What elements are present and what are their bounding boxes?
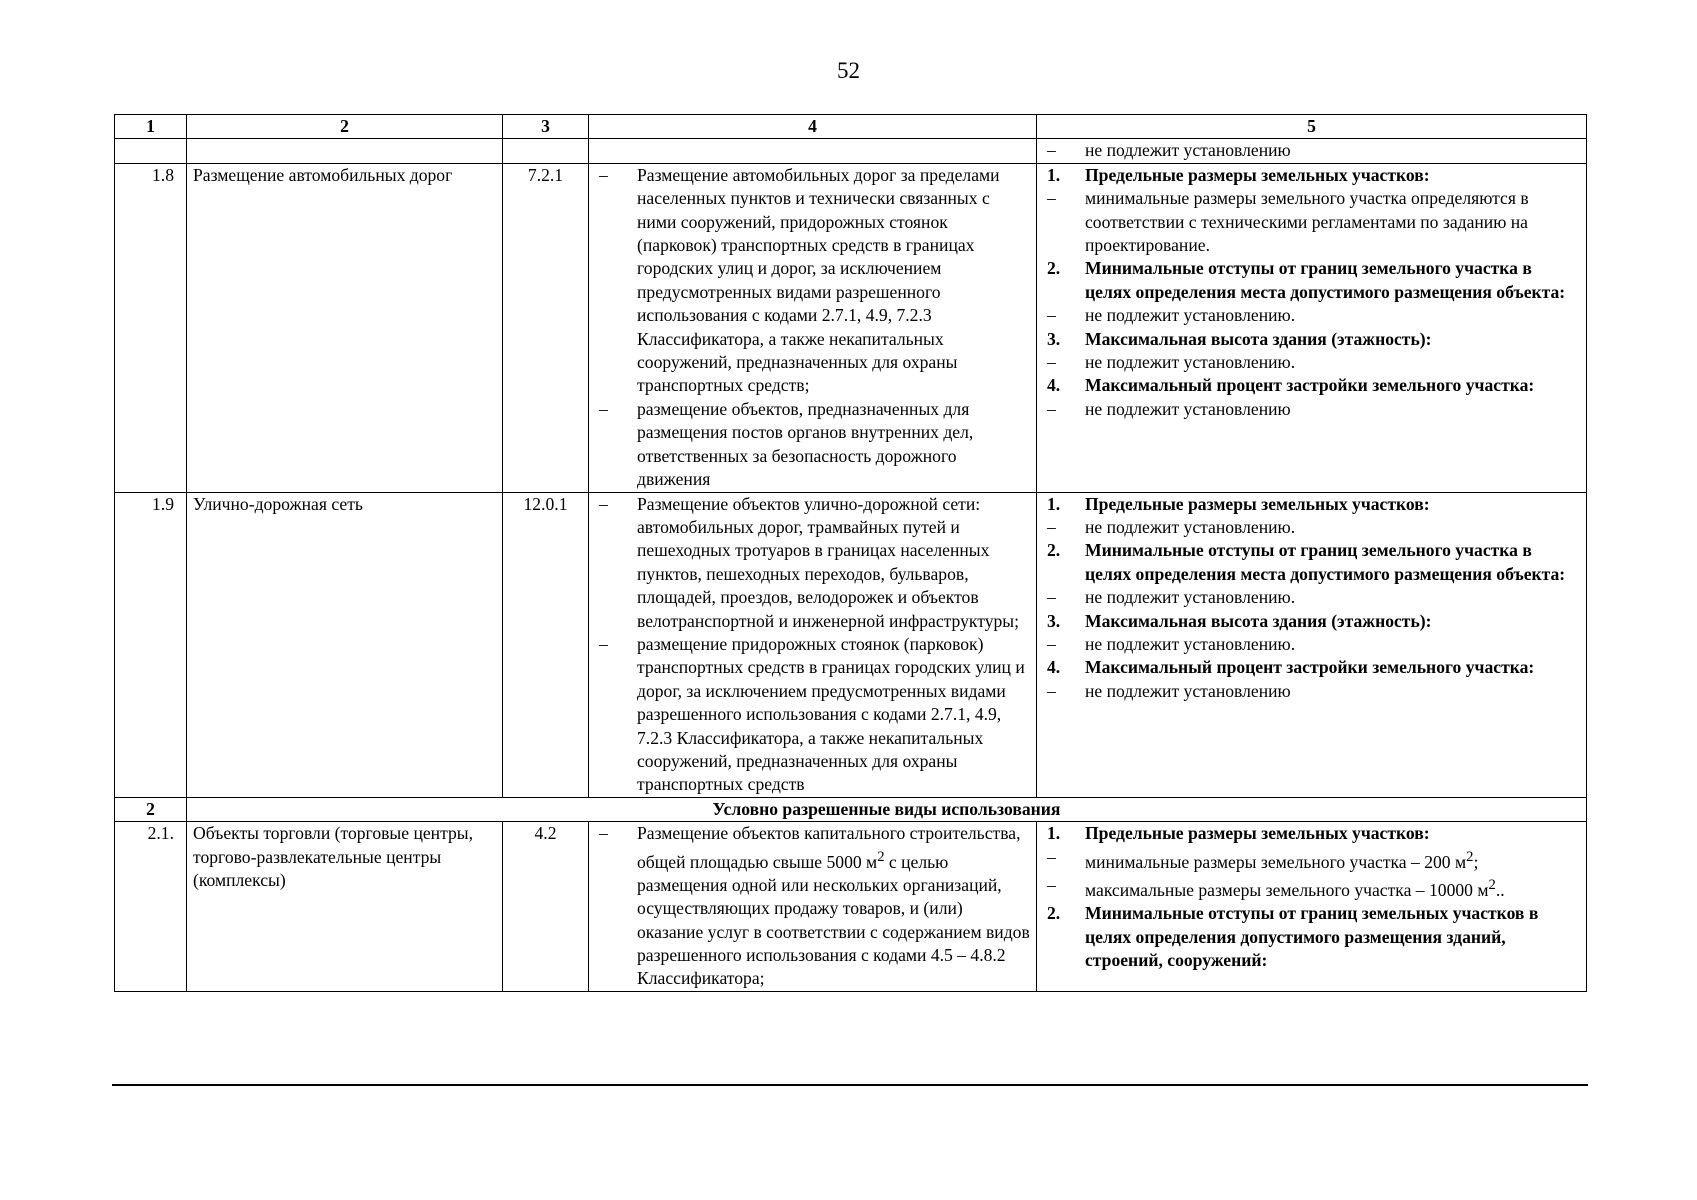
list-item xyxy=(1043,610,1580,633)
list-marker: 1. xyxy=(1047,493,1061,514)
list-marker: 3. xyxy=(1047,328,1061,349)
list-marker: – xyxy=(1047,680,1056,701)
list-item xyxy=(595,398,1030,492)
list-marker: – xyxy=(1047,140,1056,161)
list-text: максимальные размеры земельного участка – 10000 $м^2$.. xyxy=(1085,876,1505,900)
list-marker: 4. xyxy=(1047,375,1061,396)
continuation-cell xyxy=(1037,139,1587,163)
row-name: Размещение автомобильных дорог xyxy=(187,163,503,492)
list-text: размещение объектов, предназначенных для размещения постов органов внутренних дел, ответственных за безопасность дорожного движения xyxy=(637,398,974,490)
list-text: не подлежит установлению xyxy=(1085,680,1291,701)
section-row xyxy=(115,797,1587,821)
list-text: Размещение объектов капитального строительства, общей площадью свыше 5000 $м^2$ с целью размещения одной или нескольких организаций, осуществляющих продажу товаров, и (или) оказание услуг в соответствии с содержанием видов разрешенного использования с кодами 4.5 – 4.8.2 Классификатора; xyxy=(637,823,1030,989)
list-item xyxy=(1043,656,1580,679)
list-text: Максимальный процент застройки земельного участка: xyxy=(1085,657,1535,678)
list-text: минимальные размеры земельного участка – 200 $м^2$; xyxy=(1085,848,1479,872)
list-text: Минимальные отступы от границ земельного участка в целях определения места допустимого размещения объекта: xyxy=(1085,258,1566,302)
list-text: Размещение объектов улично-дорожной сети: автомобильных дорог, трамвайных путей и пешеходных тротуаров в границах населенных пунктов, пешеходных переходов, бульваров, площадей, проездов, велодорожек и объектов велотранспортной и инженерной инфраструктуры; xyxy=(637,493,1019,631)
list-item xyxy=(1043,257,1580,304)
list-text: Размещение автомобильных дорог за пределами населенных пунктов и технически связанных с ними сооружений, придорожных стоянок (парковок) транспортных средств в границах городских улиц и дорог, за исключением предусмотренных видами разрешенного использования с кодами 2.7.1, 4.9, 7.2.3 Классификатора, а также некапитальных сооружений, предназначенных для охраны транспортных средств; xyxy=(637,164,1000,396)
row-code: 7.2.1 xyxy=(503,163,589,492)
list-text: Максимальная высота здания (этажность): xyxy=(1085,328,1432,349)
list-text: Предельные размеры земельных участков: xyxy=(1085,164,1430,185)
table-bottom-rule xyxy=(112,1084,1588,1086)
row-code: 12.0.1 xyxy=(503,492,589,797)
list-item xyxy=(1043,328,1580,351)
header-col-2: 2 xyxy=(187,115,503,139)
table-row xyxy=(115,822,1587,992)
list-text: Минимальные отступы от границ земельных участков в целях определения допустимого размещения зданий, строений, сооружений: xyxy=(1085,903,1539,970)
list-marker: – xyxy=(1047,846,1056,867)
table-row xyxy=(115,492,1587,797)
list-item xyxy=(1043,539,1580,586)
list-item xyxy=(1043,680,1580,703)
list-item xyxy=(595,633,1030,797)
header-col-4: 4 xyxy=(589,115,1037,139)
list-text: не подлежит установлению. xyxy=(1085,633,1296,654)
list-marker: – xyxy=(599,493,608,514)
row-number: 1.9 xyxy=(115,492,187,797)
continuation-row xyxy=(115,139,1587,163)
list-item xyxy=(595,493,1030,633)
page-number: 52 xyxy=(837,58,860,83)
list-marker: – xyxy=(599,164,608,185)
list-marker: – xyxy=(599,633,608,654)
row-description xyxy=(589,163,1037,492)
list-item xyxy=(1043,304,1580,327)
list-item xyxy=(1043,164,1580,187)
list-item xyxy=(1043,187,1580,257)
list-marker: 3. xyxy=(1047,610,1061,631)
list-text: Максимальная высота здания (этажность): xyxy=(1085,610,1432,631)
list-text: размещение придорожных стоянок (парковок) транспортных средств в границах городских улиц и дорог, за исключением предусмотренных видами разрешенного использования с кодами 2.7.1, 4.9, 7.2.3 Классификатора, а также некапитальных сооружений, предназначенных для охраны транспортных средств xyxy=(637,633,1025,795)
list-marker: 1. xyxy=(1047,164,1061,185)
list-item xyxy=(595,164,1030,398)
list-text: не подлежит установлению xyxy=(1085,398,1291,419)
row-parameters xyxy=(1037,163,1587,492)
list-marker: – xyxy=(1047,874,1056,895)
list-marker: – xyxy=(1047,516,1056,537)
list-marker: – xyxy=(1047,352,1056,373)
list-item xyxy=(1043,516,1580,539)
list-text: минимальные размеры земельного участка определяются в соответствии с техническими регламентами по заданию на проектирование. xyxy=(1085,188,1529,256)
list-marker: – xyxy=(1047,188,1056,209)
row-name: Улично-дорожная сеть xyxy=(187,492,503,797)
row-number: 1.8 xyxy=(115,163,187,492)
list-text: не подлежит установлению xyxy=(1085,140,1291,161)
row-number: 2.1. xyxy=(115,822,187,992)
row-description xyxy=(589,492,1037,797)
list-marker: 2. xyxy=(1047,540,1061,561)
list-marker: – xyxy=(1047,587,1056,608)
list-item xyxy=(1043,351,1580,374)
list-item xyxy=(1043,398,1580,421)
list-text: Минимальные отступы от границ земельного участка в целях определения места допустимого размещения объекта: xyxy=(1085,540,1566,584)
list-marker: 2. xyxy=(1047,903,1061,924)
list-item xyxy=(1043,493,1580,516)
header-row xyxy=(115,115,1587,139)
list-item xyxy=(1043,633,1580,656)
list-text: не подлежит установлению. xyxy=(1085,305,1296,326)
row-parameters xyxy=(1037,822,1587,992)
list-text: не подлежит установлению. xyxy=(1085,352,1296,373)
list-marker: 4. xyxy=(1047,657,1061,678)
row-code: 4.2 xyxy=(503,822,589,992)
list-marker: – xyxy=(1047,633,1056,654)
list-marker: 2. xyxy=(1047,258,1061,279)
section-title: Условно разрешенные виды использования xyxy=(187,797,1587,821)
list-marker: – xyxy=(1047,398,1056,419)
header-col-1: 1 xyxy=(115,115,187,139)
list-marker: – xyxy=(599,823,608,844)
list-text: не подлежит установлению. xyxy=(1085,516,1296,537)
header-col-3: 3 xyxy=(503,115,589,139)
row-name: Объекты торговли (торговые центры, торгово-развлекательные центры (комплексы) xyxy=(187,822,503,992)
list-item xyxy=(1043,586,1580,609)
list-text: не подлежит установлению. xyxy=(1085,587,1296,608)
row-description xyxy=(589,822,1037,992)
list-marker: 1. xyxy=(1047,823,1061,844)
table-row xyxy=(115,163,1587,492)
zoning-table xyxy=(114,114,1587,992)
section-number: 2 xyxy=(115,797,187,821)
list-item xyxy=(1043,374,1580,397)
list-marker: – xyxy=(599,398,608,419)
header-col-5: 5 xyxy=(1037,115,1587,139)
list-text: Предельные размеры земельных участков: xyxy=(1085,493,1430,514)
row-parameters xyxy=(1037,492,1587,797)
list-text: Максимальный процент застройки земельного участка: xyxy=(1085,375,1535,396)
list-marker: – xyxy=(1047,305,1056,326)
list-text: Предельные размеры земельных участков: xyxy=(1085,823,1430,844)
